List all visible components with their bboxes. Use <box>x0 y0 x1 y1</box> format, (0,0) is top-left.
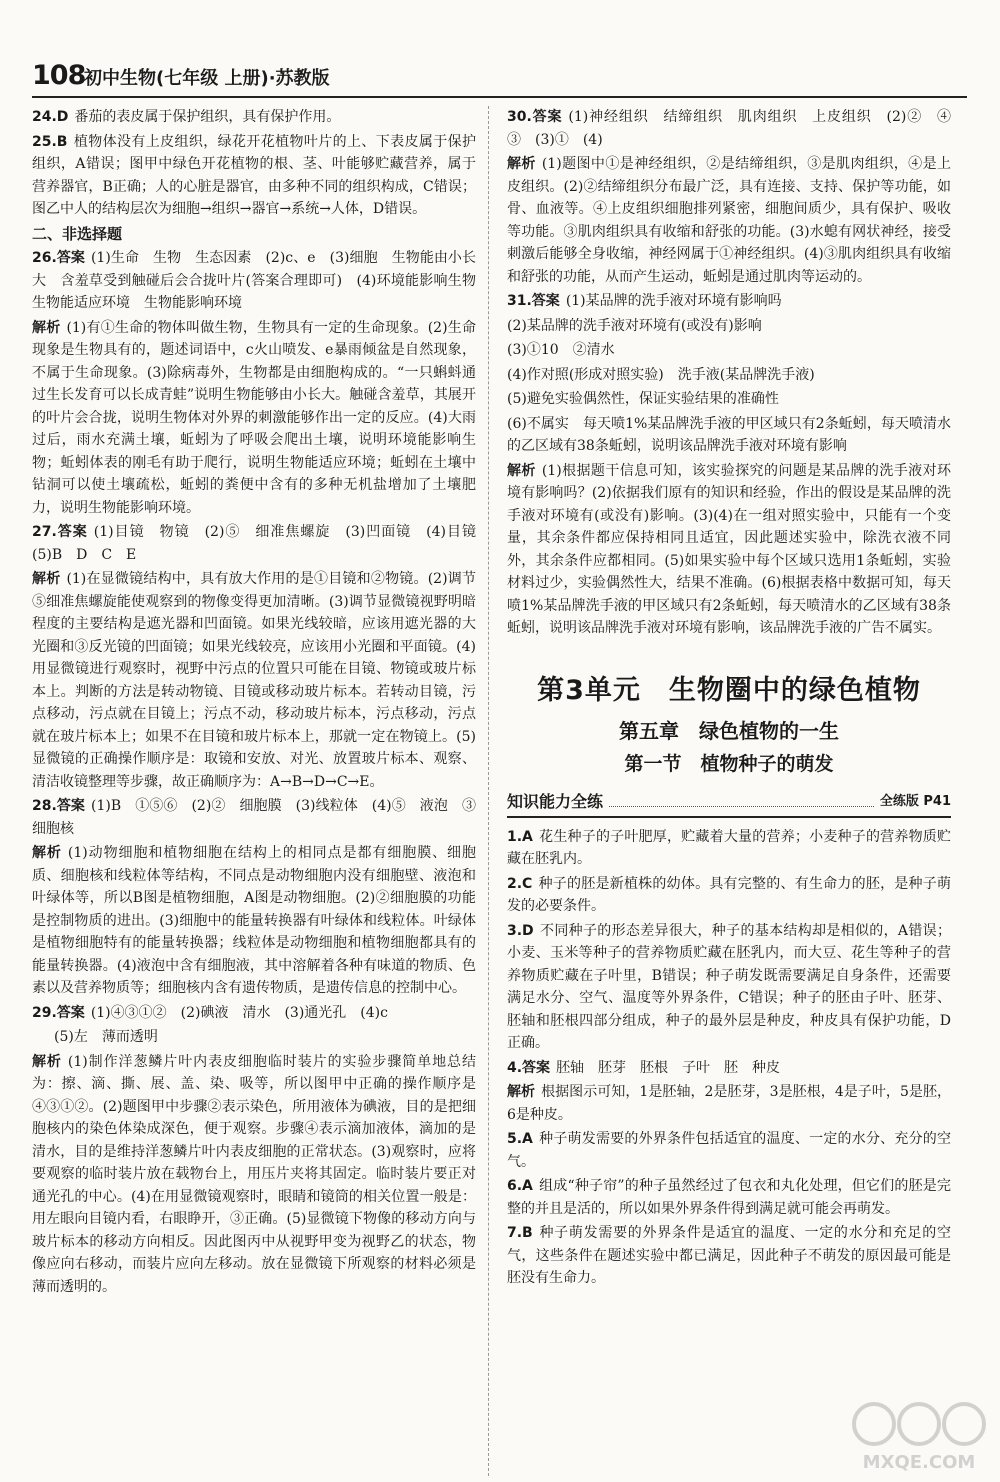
header-rule <box>32 96 967 98</box>
analysis-label: 解析 <box>507 462 536 479</box>
knowledge-ref: 全练版 P41 <box>879 794 951 809</box>
answer-31-2: (2)某品牌的洗手液对环境有(或没有)影响 <box>507 317 762 334</box>
item-label: 31.答案 <box>507 293 560 309</box>
item-label: 2.C <box>507 875 533 892</box>
analysis-29 <box>32 1051 476 1299</box>
leader-dots <box>609 798 874 807</box>
analysis-text: 根据图示可知，1是胚轴，2是胚芽，3是胚根，4是子叶，5是胚，6是种皮。 <box>507 1084 951 1123</box>
answer-31-5: (5)避免实验偶然性，保证实验结果的准确性 <box>507 391 779 407</box>
answer-k1 <box>507 826 951 871</box>
item-text: 花生种子的子叶肥厚，贮藏着大量的营养；小麦种子的营养物质贮藏在胚乳内。 <box>507 828 951 867</box>
analysis-text: (1)在显微镜结构中，具有放大作用的是①目镜和②物镜。(2)调节⑤细准焦螺旋能使观察到的物像变得更加清晰。(3)调节显微镜视野明暗程度的主要结构是遮光器和凹面镜。如果光线较暗，应该用遮光器的大光圈和③反光镜的凹面镜；如果光线较亮，应该用小光圈和平面镜。(4)用显微镜进行观察时，视野中污点的位置只可能在目镜、物镜或玻片标本上。判断的方法是转动物镜、目镜或移动玻片标本。若转动目镜，污点移动，污点就在目镜上；污点不动，移动玻片标本，污点移动，污点就在玻片标本上；如果不在目镜和玻片标本上，那就一定在物镜上。(5)显微镜的正确操作顺序是：取镜和安放、对光、放置玻片标本、观察、清洁收镜整理等步骤，故正确顺序为：A→B→D→C→E。 <box>32 571 476 790</box>
page-header <box>32 60 967 94</box>
item-label: 3.D <box>507 922 534 939</box>
answer-31-4: (4)作对照(形成对照实验) 洗手液(某品牌洗手液) <box>507 366 815 383</box>
analysis-30 <box>507 153 951 288</box>
analysis-label: 解析 <box>32 1053 62 1070</box>
section-title: 第一节 植物种子的萌发 <box>624 752 834 775</box>
item-text: 种子的胚是新植株的幼体。具有完整的、有生命力的胚，是种子萌发的必要条件。 <box>507 875 951 914</box>
analysis-k4 <box>507 1081 951 1126</box>
item-answer: (1)目镜 物镜 (2)⑤ 细准焦螺旋 (3)凹面镜 (4)目镜 (5)B D C E <box>32 524 490 563</box>
item-text: 植物体没有上皮组织，绿花开花植物叶片的上、下表皮属于保护组织，A错误；图甲中绿色开花植物的根、茎、叶能够贮藏营养，属于营养器官，B正确；人的心脏是器官，由多种不同的组织构成，C错误；图乙中人的结构层次为细胞→组织→器官→系统→人体，D错误。 <box>32 133 476 217</box>
knowledge-title: 知识能力全练 <box>507 792 604 811</box>
analysis-label: 解析 <box>32 845 62 861</box>
book-title: 初中生物(七年级 上册)·苏教版 <box>84 68 330 89</box>
item-label: 30.答案 <box>507 109 563 125</box>
column-divider <box>488 106 489 1476</box>
left-column <box>32 106 490 1300</box>
item-label: 26.答案 <box>32 250 85 266</box>
item-text: 种子萌发需要的外界条件是适宜的温度、一定的水分和充足的空气，这些条件在题述实验中都已满足，因此种子不萌发的原因最可能是胚没有生命力。 <box>507 1225 951 1286</box>
item-label: 7.B <box>507 1225 533 1241</box>
item-answer: (1)B ①⑤⑥ (2)② 细胞膜 (3)线粒体 (4)⑤ 液泡 ③ 细胞核 <box>32 798 490 837</box>
item-label: 29.答案 <box>32 1004 85 1021</box>
item-label: 28.答案 <box>32 798 85 814</box>
analysis-text: (1)动物细胞和植物细胞在结构上的相同点是都有细胞膜、细胞质、细胞核和线粒体等结构，不同点是动物细胞内没有细胞壁、液泡和叶绿体等，所以B图是植物细胞，A图是动物细胞。(2)②细胞膜的功能是控制物质的进出。(3)细胞中的能量转换器有叶绿体和线粒体。叶绿体是植物细胞特有的能量转换器；线粒体是动物细胞和植物细胞都具有的能量转换器。(4)液泡中含有细胞液，其中溶解着各种有味道的物质、色素以及营养物质等；细胞核内含有遗传物质，是遗传信息的控制中心。 <box>32 845 476 996</box>
answer-29 <box>32 1002 476 1025</box>
item-answer: (1)④③①② (2)碘液 清水 (3)通光孔 (4)c <box>90 1004 388 1021</box>
item-answer: (1)神经组织 结缔组织 肌肉组织 上皮组织 (2)② ④ ③ (3)① (4) <box>507 109 965 148</box>
answer-k4 <box>507 1057 951 1080</box>
answer-25 <box>32 131 476 221</box>
item-label: 1.A <box>507 828 533 845</box>
analysis-27 <box>32 568 476 793</box>
item-label: 24.D <box>32 109 69 125</box>
item-text: 番茄的表皮属于保护组织，具有保护作用。 <box>74 109 341 125</box>
item-label: 27.答案 <box>32 524 88 540</box>
item-text: 组成“种子帘”的种子虽然经过了包衣和丸化处理，但它们的胚是完整的并且是活的，所以如果外界条件得到满足就可能会再萌发。 <box>507 1178 951 1217</box>
item-text: 不同种子的形态差异很大，种子的基本结构却是相似的，A错误；小麦、玉米等种子的营养物质贮藏在胚乳内，而大豆、花生等种子的营养物质贮藏在子叶里，B错误；种子萌发既需要满足自身条件，还需要满足水分、空气、温度等外界条件，C错误；种子的胚由子叶、胚芽、胚轴和胚根四部分组成，种子的最外层是种皮，种皮具有保护功能，D正确。 <box>507 922 951 1051</box>
answer-30 <box>507 106 965 151</box>
page-number: 108 <box>32 60 86 91</box>
analysis-text: (1)根据题干信息可知，该实验探究的问题是某品牌的洗手液对环境有影响吗？(2)依据我们原有的知识和经验，作出的假设是某品牌的洗手液对环境有(或没有)影响。(3)(4)在一组对照实验中，只能有一个变量，其余条件都应保持相同且适宜，因此题述实验中，除洗衣液不同外，其余条件应都相同。(5)如果实验中每个区域只选用1条蚯蚓，实验材料过少，实验偶然性大，结果不准确。(6)根据表格中数据可知，每天喷1%某品牌洗手液的甲区域只有2条蚯蚓，每天喷清水的乙区域有38条蚯蚓，说明该品牌洗手液对环境有影响，该品牌洗手液的广告不属实。 <box>507 462 951 636</box>
answer-24 <box>32 106 476 129</box>
answer-k3 <box>507 920 951 1055</box>
answer-29-cont: (5)左 薄而透明 <box>54 1029 158 1045</box>
item-answer: 胚轴 胚芽 胚根 子叶 胚 种皮 <box>556 1059 781 1076</box>
answer-31-6: (6)不属实 每天喷1%某品牌洗手液的甲区域只有2条蚯蚓，每天喷清水的乙区域有38条蚯蚓，说明该品牌洗手液对环境有影响 <box>507 415 951 454</box>
analysis-28 <box>32 842 476 1000</box>
answer-k7 <box>507 1222 951 1290</box>
answer-28 <box>32 795 490 840</box>
analysis-31 <box>507 460 951 640</box>
answer-31 <box>507 290 951 313</box>
answer-k5 <box>507 1128 951 1173</box>
analysis-26 <box>32 317 476 520</box>
analysis-text: (1)题图中①是神经组织，②是结缔组织，③是肌肉组织，④是上皮组织。(2)②结缔组织分布最广泛，具有连接、支持、保护等功能，如骨、血液等。④上皮组织细胞排列紧密，细胞间质少，具有保护、吸收等功能。③肌肉组织具有收缩和舒张的功能。(3)水螅有网状神经，接受刺激后能够全身收缩，神经网属于①神经组织。(4)③肌肉组织具有收缩和舒张的功能，从而产生运动，蚯蚓是通过肌肉等运动的。 <box>507 156 951 285</box>
item-text: 种子萌发需要的外界条件包括适宜的温度、一定的水分、充分的空气。 <box>507 1131 951 1170</box>
analysis-text: (1)制作洋葱鳞片叶内表皮细胞临时装片的实验步骤简单地总结为：擦、滴、撕、展、盖、染、吸等，所以图甲中正确的操作顺序是④③①②。(2)题图甲中步骤②表示染色，所用液体为碘液，目的是把细胞核内的染色体染成深色，便于观察。步骤④表示滴加液体，滴加的是清水，目的是维持洋葱鳞片叶内表皮细胞的正常状态。(3)观察时，应将要观察的临时装片放在载物台上，用压片夹将其固定。临时装片要正对通光孔的中心。(4)在用显微镜观察时，眼睛和镜筒的相关位置一般是：用左眼向目镜内看，右眼睁开，③正确。(5)显微镜下物像的移动方向与玻片标本的移动方向相反。因此图丙中从视野甲变为视野乙的状态，物像应向右移动，而装片应向左移动。放在显微镜下所观察的材料必须是薄而透明的。 <box>32 1053 476 1295</box>
answer-k6 <box>507 1175 951 1220</box>
answer-k2 <box>507 873 951 918</box>
analysis-text: (1)有①生命的物体叫做生物，生物具有一定的生命现象。(2)生命现象是生物具有的，题述词语中，c火山喷发、e暴雨倾盆是自然现象，不属于生命现象。(3)除病毒外，生物都是由细胞构成的。“一只蝌蚪通过生长发育可以长成青蛙”说明生物能够由小长大。触碰含羞草，其展开的叶片会合拢，说明生物体对外界的刺激能够作出一定的反应。(4)大雨过后，雨水充满土壤，蚯蚓为了呼吸会爬出土壤，说明环境能影响生物；蚯蚓体表的刚毛有助于爬行，说明生物能适应环境；蚯蚓在土壤中钻洞可以使土壤疏松，蚯蚓的粪便中含有的多种无机盐增加了土壤肥力，说明生物能影响环境。 <box>32 319 476 516</box>
answer-26 <box>32 247 490 315</box>
knowledge-bar <box>507 791 951 818</box>
answer-31-3: (3)①10 ②清水 <box>507 342 615 358</box>
item-label: 4.答案 <box>507 1059 551 1076</box>
item-answer: (1)生命 生物 生态因素 (2)c、e (3)细胞 生物能由小长大 含羞草受到触碰后会合拢叶片(答案合理即可) (4)环境能影响生物 生物能适应环境 生物能影响环境 <box>32 250 490 311</box>
analysis-label: 解析 <box>507 1084 536 1100</box>
item-label: 5.A <box>507 1131 533 1147</box>
answer-27 <box>32 521 490 566</box>
item-label: 6.A <box>507 1178 533 1194</box>
analysis-label: 解析 <box>507 156 536 172</box>
item-answer: (1)某品牌的洗手液对环境有影响吗 <box>565 293 782 309</box>
analysis-label: 解析 <box>32 571 61 587</box>
chapter-heading: 第五章 绿色植物的一生 <box>619 719 839 743</box>
right-column <box>507 106 965 1292</box>
watermark-logo <box>844 1396 994 1476</box>
item-label: 25.B <box>32 133 68 150</box>
watermark-text: MXQE.COM <box>862 1452 976 1473</box>
analysis-label: 解析 <box>32 319 61 336</box>
section-heading: 二、非选择题 <box>32 224 123 243</box>
unit-heading: 第3单元 生物圈中的绿色植物 <box>537 674 921 706</box>
